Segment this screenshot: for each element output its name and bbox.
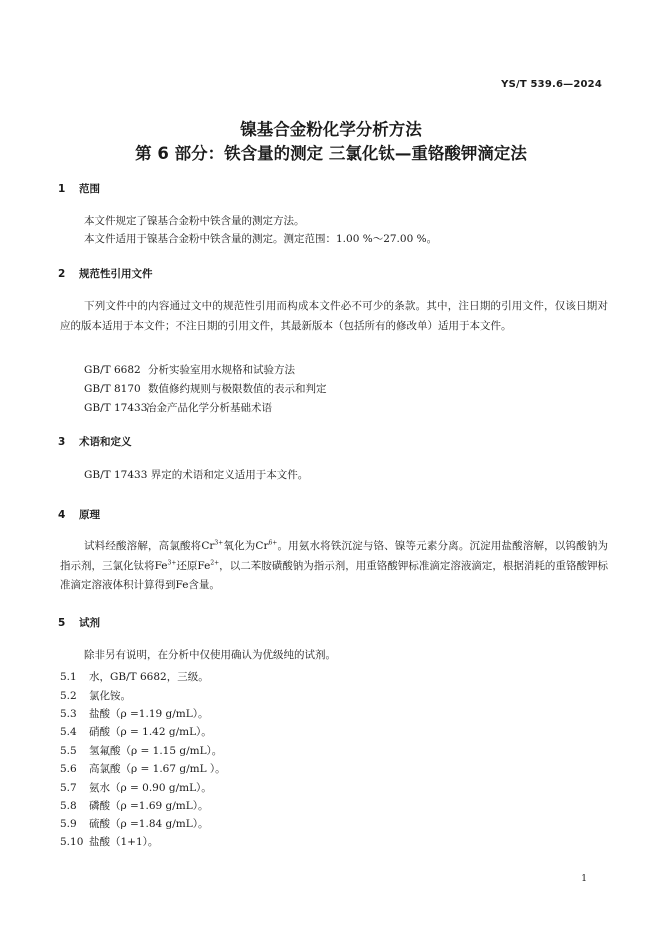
reagent-item	[60, 706, 208, 721]
item-number: 5.3	[60, 708, 77, 720]
document-subtitle: 第 6 部分：铁含量的测定 三氯化钛—重铬酸钾滴定法	[135, 144, 527, 163]
item-text: 硝酸（ρ = 1.42 g/mL）。	[89, 726, 212, 738]
reagent-item	[60, 816, 208, 831]
item-number: 5.4	[60, 726, 77, 738]
ion-charge: 3+	[214, 539, 224, 547]
item-text: 高氯酸（ρ = 1.67 g/mL ）。	[89, 763, 226, 775]
reference-code: GB/T 17433	[84, 402, 148, 414]
section-title: 术语和定义	[79, 436, 132, 448]
section-title: 规范性引用文件	[79, 268, 153, 280]
item-text: 氯化铵。	[89, 690, 131, 702]
item-number: 5.9	[60, 818, 77, 830]
reference-entry	[84, 400, 272, 415]
document-title: 镍基合金粉化学分析方法	[240, 120, 422, 139]
scope-paragraph-2: 本文件适用于镍基合金粉中铁含量的测定。测定范围：1.00 %～27.00 %。	[84, 233, 438, 245]
reagent-item	[60, 761, 226, 776]
item-number: 5.10	[60, 836, 84, 848]
reagent-item	[60, 743, 222, 758]
item-number: 5.7	[60, 782, 77, 794]
section-heading-normative-references	[58, 266, 153, 281]
section-heading-scope	[58, 181, 100, 196]
reference-entry	[84, 381, 327, 396]
item-number: 5.5	[60, 745, 77, 757]
reagent-item	[60, 834, 158, 849]
section-heading-reagents	[58, 615, 100, 630]
scope-paragraph-1: 本文件规定了镍基合金粉中铁含量的测定方法。	[84, 215, 305, 227]
standard-code: YS/T 539.6—2024	[501, 79, 602, 90]
terms-paragraph: GB/T 17433 界定的术语和定义适用于本文件。	[84, 469, 309, 481]
section-number: 5	[58, 617, 66, 629]
normative-intro-paragraph: 下列文件中的内容通过文中的规范性引用而构成本文件必不可少的条款。其中，注日期的引用文件，仅该日期对应的版本适用于本文件；不注日期的引用文件，其最新版本（包括所有的修改单）适用于本文件。	[60, 300, 608, 332]
item-number: 5.6	[60, 763, 77, 775]
reagent-item	[60, 669, 209, 684]
reference-code: GB/T 8170	[84, 383, 141, 395]
section-title: 原理	[79, 509, 100, 521]
principle-text: 。用氨水将铁沉淀与铬、镍等元素分离。沉淀用盐酸溶解，以钨酸钠为指示剂，三氯化钛将Fe	[60, 540, 609, 572]
item-number: 5.2	[60, 690, 77, 702]
item-text: 水，GB/T 6682，三级。	[89, 671, 209, 683]
reference-entry	[84, 362, 295, 377]
item-number: 5.8	[60, 800, 77, 812]
item-text: 氢氟酸（ρ = 1.15 g/mL）。	[89, 745, 223, 757]
reference-title: 数值修约规则与极限数值的表示和判定	[148, 383, 327, 395]
principle-text: 氧化为Cr	[223, 540, 269, 552]
reagent-item	[60, 724, 212, 739]
section-number: 1	[58, 183, 66, 195]
ion-charge: 6+	[268, 539, 278, 547]
section-title: 试剂	[79, 617, 100, 629]
reagent-item	[60, 798, 208, 813]
section-number: 2	[58, 268, 66, 280]
reagents-intro: 除非另有说明，在分析中仅使用确认为优级纯的试剂。	[84, 649, 336, 661]
section-heading-terms	[58, 434, 132, 449]
reference-title: 分析实验室用水规格和试验方法	[148, 364, 295, 376]
reference-title: 冶金产品化学分析基础术语	[146, 402, 272, 414]
section-number: 4	[58, 509, 66, 521]
item-number: 5.1	[60, 671, 77, 683]
ion-charge: 3+	[167, 559, 177, 566]
reagent-item	[60, 780, 212, 795]
item-text: 盐酸（1+1）。	[89, 836, 159, 848]
principle-text: 试料经酸溶解，高氯酸将Cr	[84, 540, 215, 552]
item-text: 氨水（ρ = 0.90 g/mL）。	[89, 782, 212, 794]
principle-text: 还原Fe	[176, 559, 211, 572]
item-text: 磷酸（ρ =1.69 g/mL）。	[89, 800, 209, 812]
item-text: 硫酸（ρ =1.84 g/mL）。	[89, 818, 209, 830]
item-text: 盐酸（ρ =1.19 g/mL）。	[89, 708, 209, 720]
reference-code: GB/T 6682	[84, 364, 141, 376]
principle-text: ，以二苯胺磺酸钠为指示剂，用重铬酸钾标准滴定溶液滴定，根据消耗的重铬酸钾标准滴定溶液体积计算得到Fe含量。	[60, 559, 608, 591]
reagent-item	[60, 688, 131, 703]
ion-charge: 2+	[210, 559, 220, 566]
section-number: 3	[58, 436, 66, 448]
page-number: 1	[581, 874, 587, 884]
section-heading-principle	[58, 507, 100, 522]
section-title: 范围	[79, 183, 100, 195]
principle-paragraph	[60, 537, 608, 596]
